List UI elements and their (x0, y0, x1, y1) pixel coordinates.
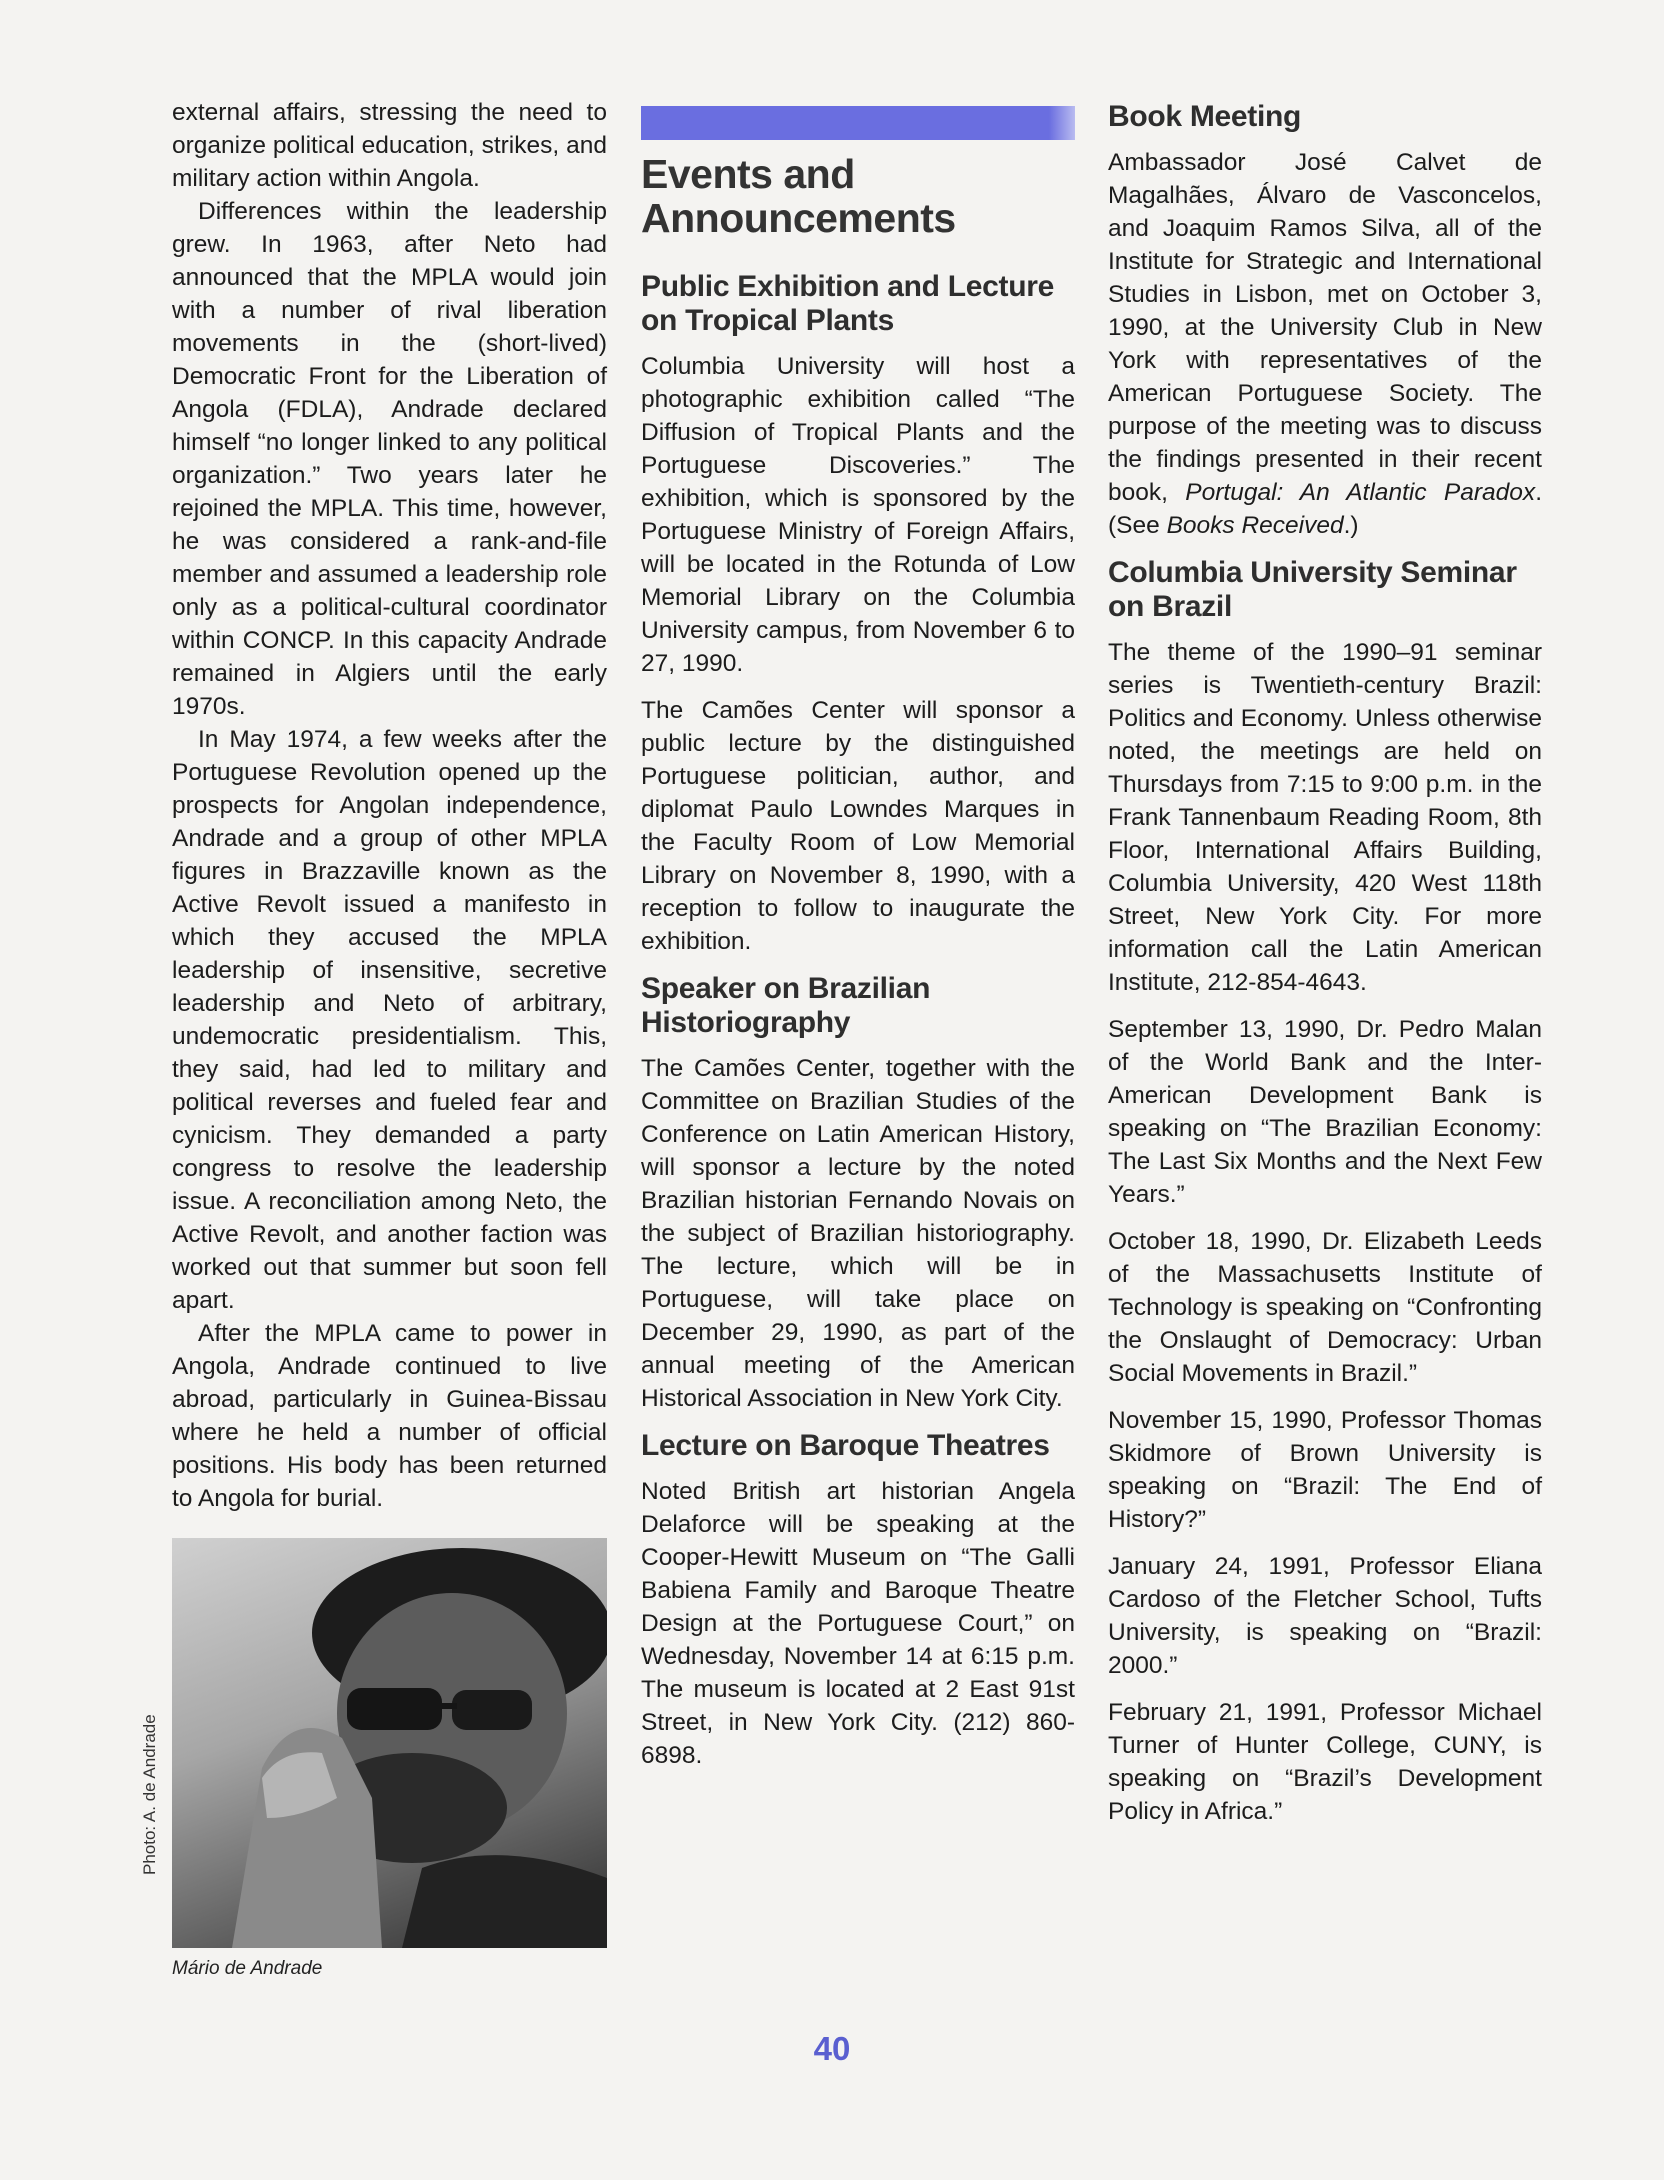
books-received-ref: Books Received (1166, 512, 1344, 539)
portrait-illustration (172, 1538, 607, 1948)
book-text: Ambassador José Calvet de Magalhães, Álvaro de Vasconcelos, and Joaquim Ramos Silva, all of the Institute for Strategic and International Studies in Lisbon, met on October 3, 1990, at the University Club in New York with representatives of the American Portuguese Society. The purpose of the meeting was to discuss the findings presented in their recent book, (1108, 149, 1542, 506)
book-text: . (See (1108, 479, 1542, 539)
body-paragraph: external affairs, stressing the need to organize political education, strikes, and military action within Angola. (172, 99, 607, 192)
portrait-photo (172, 1538, 607, 1948)
body-paragraph: In May 1974, a few weeks after the Portuguese Revolution opened up the prospects for Angolan independence, Andrade and a group of other MPLA figures in Brazzaville known as the Active Revolt issued a manifesto in which they accused the MPLA leadership of insensitive, secretive leadership and Neto of arbitrary, undemocratic presidentialism. This, they said, had led to military and political reverses and fueled fear and cynicism. They demanded a party congress to resolve the leadership issue. A reconciliation among Neto, the Active Revolt, and another faction was worked out that summer but soon fell apart. (172, 726, 607, 1314)
heading-exhibition: Public Exhibition and Lecture on Tropical Plants (641, 270, 1055, 337)
seminar-event: February 21, 1991, Professor Michael Turner of Hunter College, CUNY, is speaking on “Brazil’s Development Policy in Africa.” (1108, 1699, 1542, 1825)
heading-book-meeting: Book Meeting (1108, 100, 1302, 133)
left-column (172, 96, 607, 1515)
heading-speaker: Speaker on Brazilian Historiography (641, 972, 931, 1039)
seminar-event: November 15, 1990, Professor Thomas Skidmore of Brown University is speaking on “Brazil: The End of History?” (1108, 1407, 1542, 1533)
seminar-event: October 18, 1990, Dr. Elizabeth Leeds of the Massachusetts Institute of Technology is speaking on “Confronting the Onslaught of Democracy: Urban Social Movements in Brazil.” (1108, 1228, 1542, 1387)
exhibition-paragraph: The Camões Center will sponsor a public lecture by the distinguished Portuguese politician, author, and diplomat Paulo Lowndes Marques in the Faculty Room of Low Memorial Library on November 8, 1990, with a reception to follow to inaugurate the exhibition. (641, 697, 1075, 955)
photo-credit: Photo: A. de Andrade (140, 1714, 159, 1875)
body-paragraph: Differences within the leadership grew. In 1963, after Neto had announced that the MPLA would join with a number of rival liberation movements in the (short-lived) Democratic Front for the Liberation of Angola (FDLA), Andrade declared himself “no longer linked to any political organization.” Two years later he rejoined the MPLA. This time, however, he was considered a rank-and-file member and assumed a leadership role only as a political-cultural coordinator within CONCP. In this capacity Andrade remained in Algiers until the early 1970s. (172, 198, 607, 720)
section-banner (641, 106, 1075, 140)
heading-baroque: Lecture on Baroque Theatres (641, 1429, 1050, 1462)
book-text: .) (1343, 512, 1359, 539)
photo-caption: Mário de Andrade (172, 1958, 323, 1979)
seminar-event: September 13, 1990, Dr. Pedro Malan of the World Bank and the Inter-American Development Bank is speaking on “The Brazilian Economy: The Last Six Months and the Next Few Years.” (1108, 1016, 1542, 1208)
right-column (1108, 96, 1542, 1842)
section-title: Events and Announcements (641, 151, 956, 241)
exhibition-paragraph: Columbia University will host a photographic exhibition called “The Diffusion of Tropical Plants and the Portuguese Discoveries.” The exhibition, which is sponsored by the Portuguese Ministry of Foreign Affairs, will be located in the Rotunda of Low Memorial Library on the Columbia University campus, from November 6 to 27, 1990. (641, 353, 1075, 677)
heading-seminar: Columbia University Seminar on Brazil (1108, 556, 1517, 623)
book-title: Portugal: An Atlantic Paradox (1185, 479, 1536, 506)
book-meeting-paragraph (1108, 146, 1542, 542)
middle-column (641, 96, 1075, 1786)
baroque-paragraph: Noted British art historian Angela Delaforce will be speaking at the Cooper-Hewitt Museum on “The Galli Babiena Family and Baroque Theatre Design at the Portuguese Court,” on Wednesday, November 14 at 6:15 p.m. The museum is located at 2 East 91st Street, in New York City. (212) 860-6898. (641, 1478, 1075, 1769)
page-number: 40 (813, 2030, 851, 2067)
seminar-event: January 24, 1991, Professor Eliana Cardoso of the Fletcher School, Tufts University, is speaking on “Brazil: 2000.” (1108, 1553, 1542, 1679)
seminar-paragraph: The theme of the 1990–91 seminar series is Twentieth-century Brazil: Politics and Economy. Unless otherwise noted, the meetings are held on Thursdays from 7:15 to 9:00 p.m. in the Frank Tannenbaum Reading Room, 8th Floor, International Affairs Building, Columbia University, 420 West 118th Street, New York City. For more information call the Latin American Institute, 212-854-4643. (1108, 639, 1542, 996)
speaker-paragraph: The Camões Center, together with the Committee on Brazilian Studies of the Conference on Latin American History, will sponsor a lecture by the noted Brazilian historian Fernando Novais on the subject of Brazilian historiography. The lecture, which will be in Portuguese, will take place on December 29, 1990, as part of the annual meeting of the American Historical Association in New York City. (641, 1055, 1075, 1412)
body-paragraph: After the MPLA came to power in Angola, Andrade continued to live abroad, particularly in Guinea-Bissau where he held a number of official positions. His body has been returned to Angola for burial. (172, 1320, 607, 1512)
